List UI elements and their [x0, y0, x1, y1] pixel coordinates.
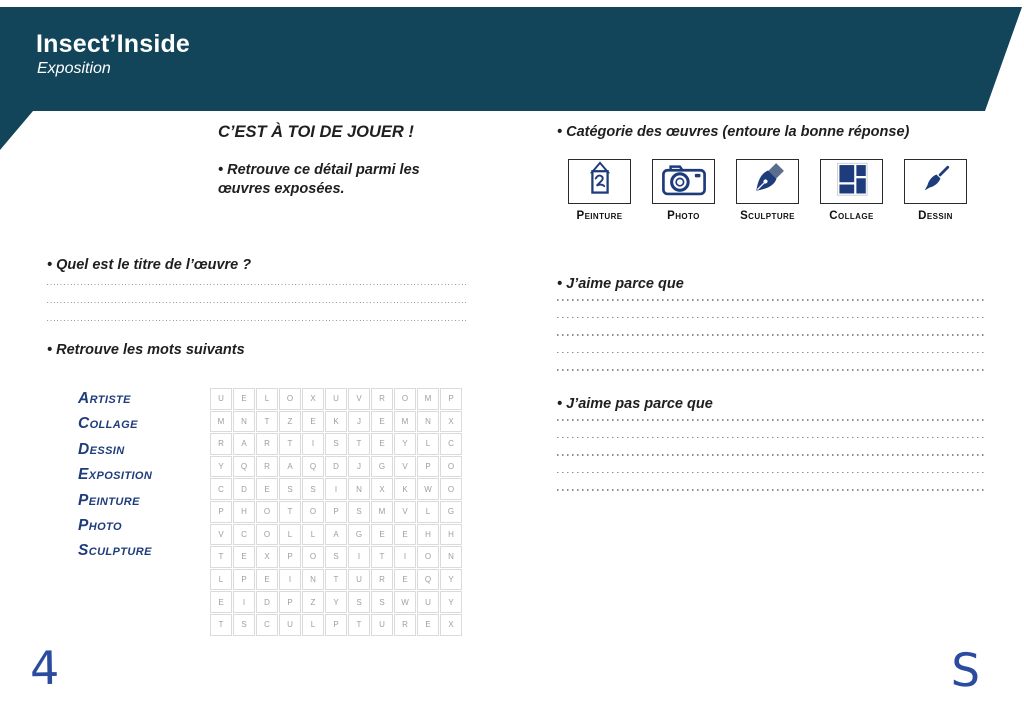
grid-cell: D — [233, 478, 255, 500]
grid-cell: X — [440, 614, 462, 636]
answer-dotted-line — [47, 284, 466, 285]
grid-cell: J — [348, 411, 370, 433]
grid-cell: T — [371, 546, 393, 568]
grid-cell: D — [325, 456, 347, 478]
category-box-dessin — [904, 159, 967, 204]
category-label-sculpture: Sculpture — [740, 210, 795, 222]
grid-cell: Y — [440, 569, 462, 591]
grid-cell: N — [348, 478, 370, 500]
grid-cell: O — [417, 546, 439, 568]
grid-cell: U — [325, 388, 347, 410]
category-box-sculpture — [736, 159, 799, 204]
grid-cell: L — [417, 501, 439, 523]
grid-cell: E — [371, 524, 393, 546]
grid-cell: L — [279, 524, 301, 546]
answer-dotted-line — [557, 334, 986, 336]
grid-cell: S — [348, 591, 370, 613]
grid-cell: R — [371, 388, 393, 410]
grid-cell: U — [371, 614, 393, 636]
category-peinture — [568, 159, 631, 222]
answer-dotted-line — [557, 317, 986, 319]
grid-cell: E — [233, 546, 255, 568]
grid-cell: W — [394, 591, 416, 613]
grid-cell: H — [440, 524, 462, 546]
grid-cell: P — [325, 614, 347, 636]
grid-cell: T — [279, 433, 301, 455]
grid-cell: O — [279, 388, 301, 410]
category-photo — [652, 159, 715, 222]
grid-cell: T — [256, 411, 278, 433]
grid-cell: Z — [279, 411, 301, 433]
grid-cell: O — [256, 524, 278, 546]
grid-cell: E — [233, 388, 255, 410]
grid-cell: T — [325, 569, 347, 591]
category-dessin — [904, 159, 967, 222]
grid-cell: S — [233, 614, 255, 636]
grid-cell: I — [394, 546, 416, 568]
dessin-icon — [915, 159, 957, 204]
grid-cell: T — [348, 614, 370, 636]
grid-cell: T — [210, 546, 232, 568]
grid-cell: Y — [394, 433, 416, 455]
grid-cell: E — [417, 614, 439, 636]
grid-cell: E — [371, 433, 393, 455]
grid-cell: M — [371, 501, 393, 523]
grid-cell: U — [348, 569, 370, 591]
category-box-collage — [820, 159, 883, 204]
dislike-answer-lines — [557, 419, 986, 491]
answer-dotted-line — [47, 320, 466, 321]
grid-cell: A — [325, 524, 347, 546]
grid-cell: J — [348, 456, 370, 478]
grid-cell: S — [325, 546, 347, 568]
grid-cell: E — [256, 478, 278, 500]
grid-cell: U — [279, 614, 301, 636]
grid-cell: I — [325, 478, 347, 500]
grid-cell: L — [302, 614, 324, 636]
sculpture-icon — [747, 159, 789, 204]
grid-cell: N — [417, 411, 439, 433]
page-title: Insect’Inside — [36, 30, 191, 58]
word-list-item: Artiste — [78, 390, 131, 407]
find-detail-instruction: • Retrouve ce détail parmi les œuvres exposées. — [218, 162, 420, 197]
find-words-instruction: • Retrouve les mots suivants — [47, 342, 245, 358]
grid-cell: A — [233, 433, 255, 455]
grid-cell: G — [440, 501, 462, 523]
grid-cell: G — [371, 456, 393, 478]
grid-cell: V — [348, 388, 370, 410]
category-label-photo: Photo — [667, 210, 700, 222]
word-list-item: Peinture — [78, 491, 140, 509]
category-label-peinture: Peinture — [576, 210, 623, 222]
grid-cell: O — [302, 546, 324, 568]
grid-cell: P — [279, 591, 301, 613]
like-prompt: • J’aime parce que — [557, 276, 684, 292]
grid-cell: L — [302, 524, 324, 546]
grid-cell: S — [279, 478, 301, 500]
grid-cell: E — [302, 411, 324, 433]
category-label-collage: Collage — [829, 210, 874, 222]
grid-cell: R — [371, 569, 393, 591]
grid-cell: I — [302, 433, 324, 455]
grid-cell: E — [394, 569, 416, 591]
grid-cell: N — [440, 546, 462, 568]
grid-cell: G — [348, 524, 370, 546]
grid-cell: O — [440, 478, 462, 500]
category-collage — [820, 159, 883, 222]
word-list-item: Collage — [78, 415, 138, 433]
grid-cell: T — [279, 501, 301, 523]
grid-cell: U — [417, 591, 439, 613]
grid-cell: Y — [325, 591, 347, 613]
grid-cell: T — [348, 433, 370, 455]
word-list-item: Sculpture — [78, 542, 152, 560]
grid-cell: S — [302, 478, 324, 500]
dislike-prompt: • J’aime pas parce que — [557, 396, 713, 412]
grid-cell: N — [233, 411, 255, 433]
category-box-photo — [652, 159, 715, 204]
category-question: • Catégorie des œuvres (entoure la bonne réponse) — [557, 124, 910, 140]
word-list — [78, 390, 152, 568]
word-list-item: Dessin — [78, 440, 125, 458]
answer-dotted-line — [557, 419, 986, 421]
grid-cell: K — [394, 478, 416, 500]
grid-cell: P — [440, 388, 462, 410]
grid-cell: C — [256, 614, 278, 636]
grid-cell: I — [348, 546, 370, 568]
grid-cell: I — [279, 569, 301, 591]
answer-dotted-line — [557, 299, 986, 301]
grid-cell: P — [417, 456, 439, 478]
grid-cell: D — [256, 591, 278, 613]
page-number-right: S — [950, 642, 982, 698]
grid-cell: M — [394, 411, 416, 433]
peinture-icon — [580, 160, 620, 203]
grid-cell: E — [371, 411, 393, 433]
grid-cell: X — [440, 411, 462, 433]
answer-dotted-line — [557, 472, 986, 474]
grid-cell: S — [371, 591, 393, 613]
grid-cell: O — [256, 501, 278, 523]
grid-cell: L — [417, 433, 439, 455]
grid-cell: E — [256, 569, 278, 591]
grid-cell: O — [302, 501, 324, 523]
grid-cell: E — [394, 524, 416, 546]
word-search-grid — [210, 388, 462, 636]
grid-cell: C — [440, 433, 462, 455]
grid-cell: W — [417, 478, 439, 500]
grid-cell: N — [302, 569, 324, 591]
grid-cell: S — [348, 501, 370, 523]
grid-cell: I — [233, 591, 255, 613]
grid-cell: L — [210, 569, 232, 591]
grid-cell: S — [325, 433, 347, 455]
grid-cell: H — [417, 524, 439, 546]
grid-cell: Z — [302, 591, 324, 613]
grid-cell: Y — [210, 456, 232, 478]
grid-cell: P — [279, 546, 301, 568]
grid-cell: M — [417, 388, 439, 410]
category-sculpture — [736, 159, 799, 222]
answer-dotted-line — [557, 489, 986, 491]
grid-cell: X — [371, 478, 393, 500]
grid-cell: Q — [302, 456, 324, 478]
grid-cell: O — [440, 456, 462, 478]
grid-cell: A — [279, 456, 301, 478]
grid-cell: L — [256, 388, 278, 410]
grid-cell: P — [210, 501, 232, 523]
page-subtitle: Exposition — [37, 60, 111, 77]
grid-cell: Q — [417, 569, 439, 591]
grid-cell: P — [233, 569, 255, 591]
answer-dotted-line — [47, 302, 466, 303]
grid-cell: R — [256, 433, 278, 455]
photo-icon — [661, 162, 707, 202]
grid-cell: C — [233, 524, 255, 546]
artwork-title-question: • Quel est le titre de l’œuvre ? — [47, 257, 252, 273]
word-list-item: Photo — [78, 516, 122, 534]
grid-cell: K — [325, 411, 347, 433]
play-heading: C’EST À TOI DE JOUER ! — [218, 123, 414, 141]
word-list-item: Exposition — [78, 466, 153, 484]
grid-cell: R — [394, 614, 416, 636]
collage-icon — [830, 162, 874, 202]
grid-cell: Y — [440, 591, 462, 613]
like-answer-lines — [557, 299, 986, 371]
page-number-left: 4 — [29, 640, 60, 696]
answer-dotted-line — [557, 352, 986, 354]
grid-cell: H — [233, 501, 255, 523]
grid-cell: U — [210, 388, 232, 410]
answer-dotted-line — [557, 454, 986, 456]
grid-cell: M — [210, 411, 232, 433]
grid-cell: O — [394, 388, 416, 410]
grid-cell: P — [325, 501, 347, 523]
grid-cell: C — [210, 478, 232, 500]
grid-cell: E — [210, 591, 232, 613]
grid-cell: Q — [233, 456, 255, 478]
grid-cell: V — [210, 524, 232, 546]
grid-cell: V — [394, 501, 416, 523]
category-box-peinture — [568, 159, 631, 204]
grid-cell: V — [394, 456, 416, 478]
grid-cell: T — [210, 614, 232, 636]
grid-cell: R — [256, 456, 278, 478]
grid-cell: R — [210, 433, 232, 455]
answer-dotted-line — [557, 437, 986, 439]
artwork-title-answer-lines — [47, 284, 466, 321]
answer-dotted-line — [557, 369, 986, 371]
grid-cell: X — [256, 546, 278, 568]
category-label-dessin: Dessin — [918, 210, 953, 222]
grid-cell: X — [302, 388, 324, 410]
